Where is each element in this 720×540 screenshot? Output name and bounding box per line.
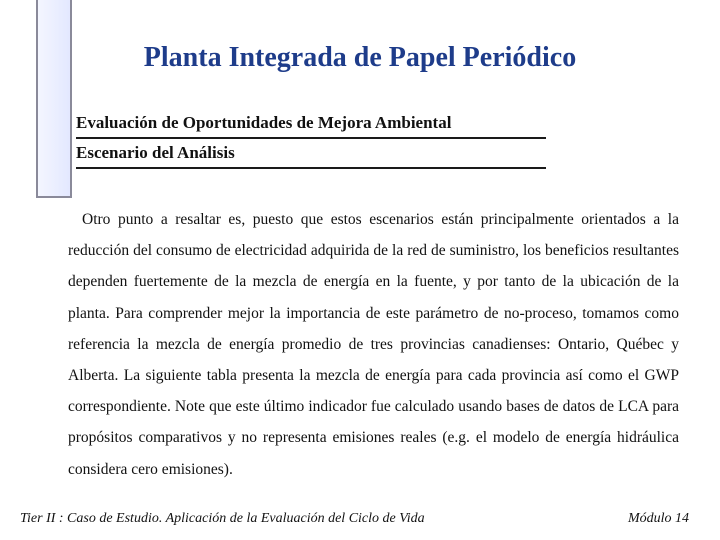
footer-course-title: Tier II : Caso de Estudio. Aplicación de la Evaluación del Ciclo de Vida	[20, 511, 425, 526]
body-paragraph: Otro punto a resaltar es, puesto que estos escenarios están principalmente orientados a la reducción del consumo de electricidad adquirida de la red de suministro, los beneficios resultantes dependen fuertemente de la mezcla de energía en la fuente, y por tanto de la ubicación de la planta. Para comprender mejor la importancia de este parámetro de no-proceso, tomamos como referencia la mezcla de energía promedio de tres provincias canadienses: Ontario, Québec y Alberta. La siguiente tabla presenta la mezcla de energía para cada provincia así como el GWP correspondiente. Note que este último indicador fue calculado usando bases de datos de LCA para propósitos comparativos y no representa emisiones reales (e.g. el modelo de energía hidráulica considera cero emisiones).	[68, 211, 679, 478]
subtitle-scenario: Escenario del Análisis	[76, 143, 235, 162]
subtitle-underline	[76, 167, 546, 169]
subtitle-evaluation: Evaluación de Oportunidades de Mejora Ambiental	[76, 113, 452, 132]
footer-module-number: Módulo 14	[627, 511, 689, 526]
slide-title: Planta Integrada de Papel Periódico	[143, 42, 577, 73]
subtitle-underline	[76, 137, 546, 139]
decorative-side-bar	[36, 0, 72, 198]
